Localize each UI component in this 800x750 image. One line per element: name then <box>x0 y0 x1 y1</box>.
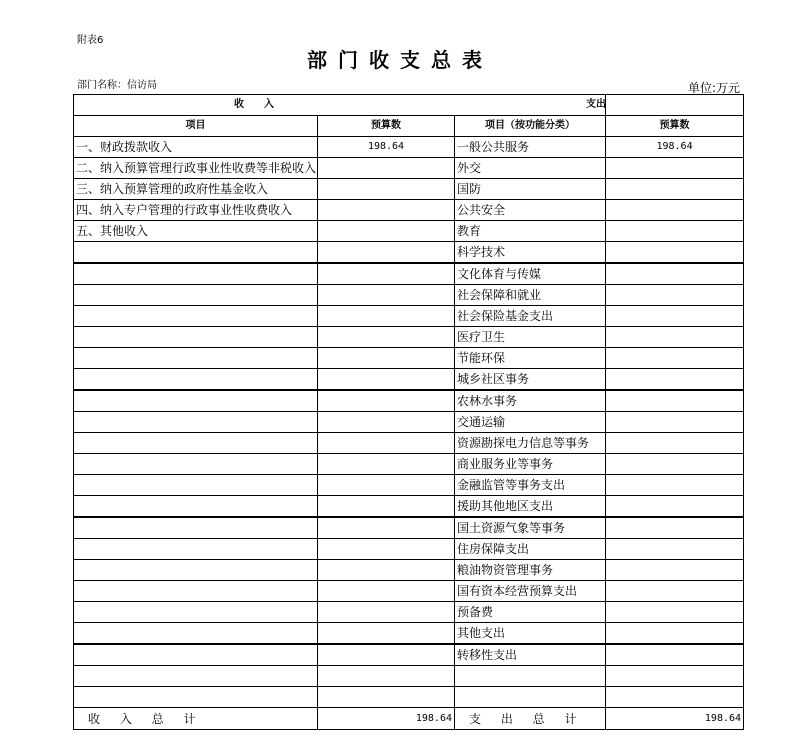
table-row <box>74 454 744 475</box>
expense-value-cell <box>606 454 744 475</box>
expense-item-cell: 一般公共服务 <box>455 137 606 158</box>
income-value-cell <box>318 517 455 539</box>
income-value-cell <box>318 158 455 179</box>
table-row <box>74 475 744 496</box>
expense-value-cell <box>606 306 744 327</box>
expense-item-cell: 社会保险基金支出 <box>455 306 606 327</box>
income-value-cell <box>318 687 455 708</box>
income-item-cell <box>74 369 318 391</box>
table-row <box>74 581 744 602</box>
table-row <box>74 306 744 327</box>
expense-value-cell <box>606 263 744 285</box>
expense-value-cell <box>606 221 744 242</box>
income-value-cell: 198.64 <box>318 137 455 158</box>
table-row <box>74 560 744 581</box>
page-title: 部门收支总表 <box>307 48 493 72</box>
income-item-cell: 一、财政拨款收入 <box>74 137 318 158</box>
income-value-cell <box>318 369 455 391</box>
expense-item-cell: 社会保障和就业 <box>455 285 606 306</box>
income-value-cell <box>318 285 455 306</box>
col-budget2-header: 预算数 <box>606 116 744 137</box>
expense-value-cell <box>606 390 744 412</box>
expense-item-cell: 金融监管等事务支出 <box>455 475 606 496</box>
income-value-cell <box>318 327 455 348</box>
expense-value-cell <box>606 179 744 200</box>
expense-value-cell <box>606 581 744 602</box>
income-value-cell <box>318 412 455 433</box>
column-header-row <box>74 116 744 137</box>
expense-item-cell: 公共安全 <box>455 200 606 221</box>
expense-total-label: 支 出 总 计 <box>455 708 606 730</box>
expense-item-cell: 国有资本经营预算支出 <box>455 581 606 602</box>
expense-item-cell: 国土资源气象等事务 <box>455 517 606 539</box>
income-value-cell <box>318 242 455 264</box>
col-budget-header: 预算数 <box>318 116 455 137</box>
table-row <box>74 666 744 687</box>
expense-value-cell <box>606 348 744 369</box>
expense-item-cell: 教育 <box>455 221 606 242</box>
table-row <box>74 433 744 454</box>
table-row <box>74 179 744 200</box>
expense-value-cell <box>606 369 744 391</box>
table-row <box>74 285 744 306</box>
income-value-cell <box>318 390 455 412</box>
department-name: 部门名称：信访局 <box>77 80 157 91</box>
expense-value-cell <box>606 496 744 518</box>
income-item-cell <box>74 433 318 454</box>
expense-item-cell: 城乡社区事务 <box>455 369 606 391</box>
expense-item-cell: 医疗卫生 <box>455 327 606 348</box>
table-row <box>74 369 744 391</box>
income-item-cell <box>74 560 318 581</box>
table-row <box>74 687 744 708</box>
income-value-cell <box>318 496 455 518</box>
expense-value-cell <box>606 412 744 433</box>
income-value-cell <box>318 200 455 221</box>
income-total-value: 198.64 <box>318 708 455 730</box>
income-item-cell: 三、纳入预算管理的政府性基金收入 <box>74 179 318 200</box>
income-item-cell <box>74 306 318 327</box>
income-value-cell <box>318 221 455 242</box>
income-item-cell <box>74 348 318 369</box>
table-header-row <box>74 95 744 116</box>
income-item-cell: 四、纳入专户管理的行政事业性收费收入 <box>74 200 318 221</box>
income-total-label: 收 入 总 计 <box>74 708 318 730</box>
income-item-cell <box>74 263 318 285</box>
expense-item-cell: 农林水事务 <box>455 390 606 412</box>
total-row <box>74 708 744 730</box>
expense-value-cell <box>606 687 744 708</box>
income-value-cell <box>318 581 455 602</box>
income-value-cell <box>318 306 455 327</box>
table-row <box>74 623 744 645</box>
table-row <box>74 158 744 179</box>
expense-value-cell <box>606 666 744 687</box>
expense-item-cell <box>455 666 606 687</box>
income-item-cell <box>74 623 318 645</box>
table-row <box>74 644 744 666</box>
unit-label: 单位:万元 <box>687 81 740 95</box>
income-value-cell <box>318 560 455 581</box>
income-value-cell <box>318 623 455 645</box>
table-row <box>74 200 744 221</box>
income-header: 收 入 <box>74 95 606 116</box>
table-row <box>74 263 744 285</box>
table-row <box>74 539 744 560</box>
expense-value-cell <box>606 475 744 496</box>
expense-item-cell: 资源勘探电力信息等事务 <box>455 433 606 454</box>
income-value-cell <box>318 539 455 560</box>
expense-value-cell <box>606 242 744 264</box>
table-row <box>74 517 744 539</box>
income-item-cell <box>74 644 318 666</box>
expense-item-cell: 节能环保 <box>455 348 606 369</box>
expense-item-cell: 商业服务业等事务 <box>455 454 606 475</box>
income-item-cell <box>74 666 318 687</box>
income-value-cell <box>318 475 455 496</box>
income-item-cell <box>74 687 318 708</box>
expense-value-cell <box>606 327 744 348</box>
income-item-cell <box>74 412 318 433</box>
col-item-header: 项目 <box>74 116 318 137</box>
expense-item-cell: 科学技术 <box>455 242 606 264</box>
expense-value-cell <box>606 644 744 666</box>
income-item-cell <box>74 285 318 306</box>
expense-item-cell: 其他支出 <box>455 623 606 645</box>
expense-value-cell <box>606 623 744 645</box>
expense-item-cell: 文化体育与传媒 <box>455 263 606 285</box>
expense-item-cell: 预备费 <box>455 602 606 623</box>
expense-value-cell <box>606 158 744 179</box>
expense-value-cell <box>606 560 744 581</box>
expense-value-cell <box>606 539 744 560</box>
income-item-cell <box>74 454 318 475</box>
income-item-cell <box>74 242 318 264</box>
expense-value-cell <box>606 285 744 306</box>
expense-value-cell <box>606 200 744 221</box>
expense-item-cell: 外交 <box>455 158 606 179</box>
expense-item-cell: 援助其他地区支出 <box>455 496 606 518</box>
table-row <box>74 348 744 369</box>
income-item-cell <box>74 581 318 602</box>
expense-value-cell <box>606 433 744 454</box>
income-value-cell <box>318 454 455 475</box>
table-row <box>74 496 744 518</box>
expense-value-cell: 198.64 <box>606 137 744 158</box>
income-item-cell <box>74 327 318 348</box>
table-row <box>74 390 744 412</box>
expense-value-cell <box>606 602 744 623</box>
income-item-cell: 五、其他收入 <box>74 221 318 242</box>
expense-item-cell: 住房保障支出 <box>455 539 606 560</box>
expense-item-cell: 交通运输 <box>455 412 606 433</box>
income-value-cell <box>318 263 455 285</box>
income-item-cell <box>74 496 318 518</box>
attachment-label: 附表6 <box>77 35 104 46</box>
table-row <box>74 221 744 242</box>
income-item-cell <box>74 517 318 539</box>
income-value-cell <box>318 666 455 687</box>
expense-item-cell: 转移性支出 <box>455 644 606 666</box>
income-item-cell <box>74 602 318 623</box>
income-item-cell <box>74 475 318 496</box>
table-row <box>74 327 744 348</box>
expense-item-cell <box>455 687 606 708</box>
table-row <box>74 412 744 433</box>
income-value-cell <box>318 602 455 623</box>
table-row <box>74 602 744 623</box>
income-value-cell <box>318 433 455 454</box>
col-item-func-header: 项目（按功能分类） <box>455 116 606 137</box>
income-item-cell <box>74 539 318 560</box>
expense-total-value: 198.64 <box>606 708 744 730</box>
income-item-cell: 二、纳入预算管理行政事业性收费等非税收入 <box>74 158 318 179</box>
expense-item-cell: 国防 <box>455 179 606 200</box>
income-value-cell <box>318 348 455 369</box>
income-value-cell <box>318 644 455 666</box>
table-row <box>74 242 744 264</box>
expense-value-cell <box>606 517 744 539</box>
table-row <box>74 137 744 158</box>
expense-header: 支出 <box>586 95 724 116</box>
income-item-cell <box>74 390 318 412</box>
budget-table <box>73 94 744 730</box>
income-value-cell <box>318 179 455 200</box>
expense-item-cell: 粮油物资管理事务 <box>455 560 606 581</box>
